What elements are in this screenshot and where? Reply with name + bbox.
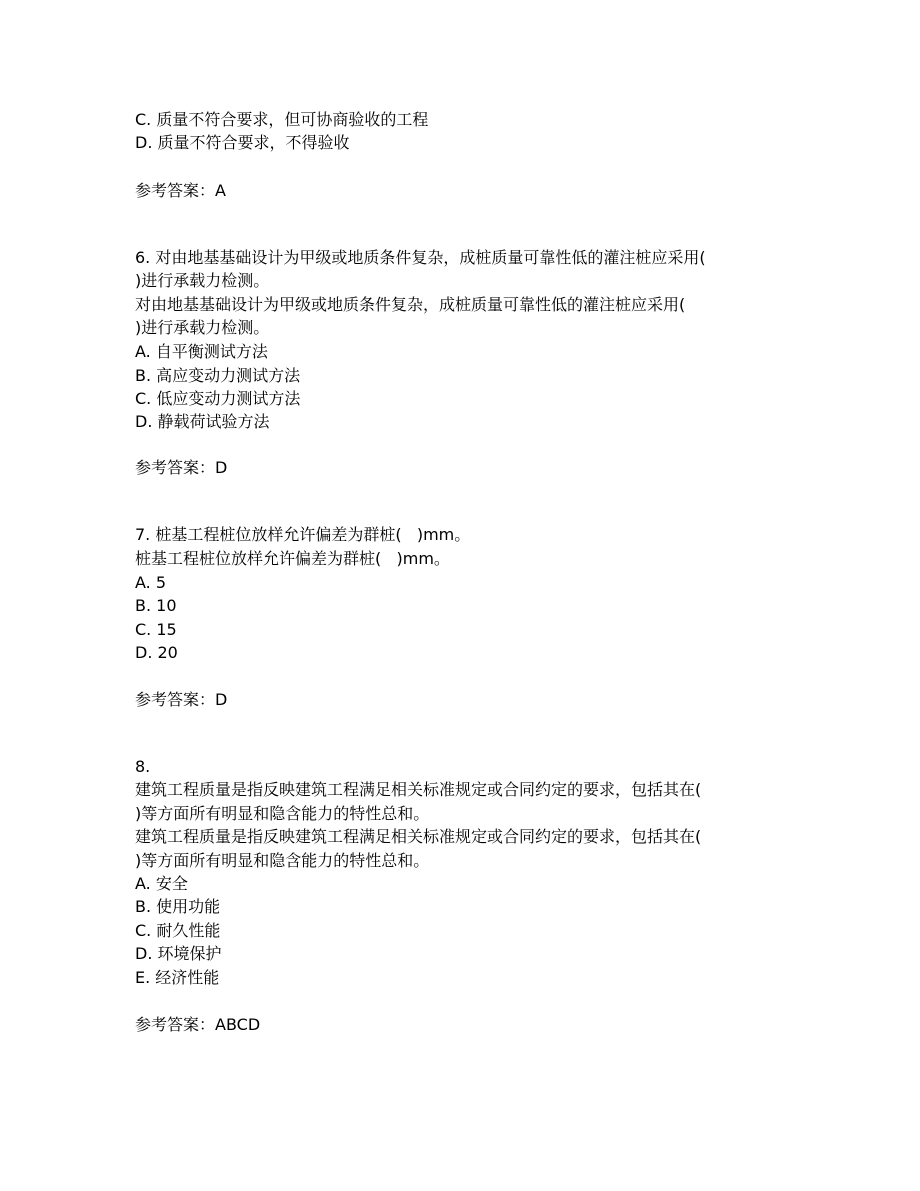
q8-option-d: D. 环境保护 [135, 944, 222, 963]
q6-title-line1: 6. 对由地基基础设计为甲级或地质条件复杂，成桩质量可靠性低的灌注桩应采用( [135, 248, 706, 267]
q8-repeat-line1: 建筑工程质量是指反映建筑工程满足相关标准规定或合同约定的要求，包括其在( [135, 827, 702, 846]
q8-option-b: B. 使用功能 [135, 897, 221, 916]
q8-title-line2: )等方面所有明显和隐含能力的特性总和。 [135, 804, 430, 823]
q6-option-b: B. 高应变动力测试方法 [135, 366, 301, 385]
q8-answer: 参考答案：ABCD [135, 1015, 261, 1034]
q8-option-a: A. 安全 [135, 874, 188, 893]
q5-answer: 参考答案：A [135, 181, 226, 200]
q7-option-d: D. 20 [135, 643, 178, 662]
q7-answer: 参考答案：D [135, 690, 228, 709]
q6-answer: 参考答案：D [135, 458, 228, 477]
q8-option-e: E. 经济性能 [135, 968, 220, 987]
q7-option-a: A. 5 [135, 573, 167, 592]
q5-option-d: D. 质量不符合要求，不得验收 [135, 133, 350, 152]
q6-repeat-line2: )进行承载力检测。 [135, 318, 270, 337]
q8-title-line1: 建筑工程质量是指反映建筑工程满足相关标准规定或合同约定的要求，包括其在( [135, 780, 702, 799]
q6-option-c: C. 低应变动力测试方法 [135, 389, 301, 408]
q6-option-a: A. 自平衡测试方法 [135, 342, 268, 361]
q7-title: 7. 桩基工程桩位放样允许偏差为群桩( )mm。 [135, 525, 471, 544]
q6-option-d: D. 静载荷试验方法 [135, 412, 270, 431]
q7-option-b: B. 10 [135, 596, 177, 615]
q7-repeat: 桩基工程桩位放样允许偏差为群桩( )mm。 [135, 549, 450, 568]
q7-option-c: C. 15 [135, 620, 177, 639]
q6-repeat-line1: 对由地基基础设计为甲级或地质条件复杂，成桩质量可靠性低的灌注桩应采用( [135, 295, 686, 314]
q8-option-c: C. 耐久性能 [135, 921, 221, 940]
q8-repeat-line2: )等方面所有明显和隐含能力的特性总和。 [135, 851, 430, 870]
q6-title-line2: )进行承载力检测。 [135, 271, 270, 290]
q5-option-c: C. 质量不符合要求，但可协商验收的工程 [135, 110, 429, 129]
q8-number: 8. [135, 757, 151, 776]
